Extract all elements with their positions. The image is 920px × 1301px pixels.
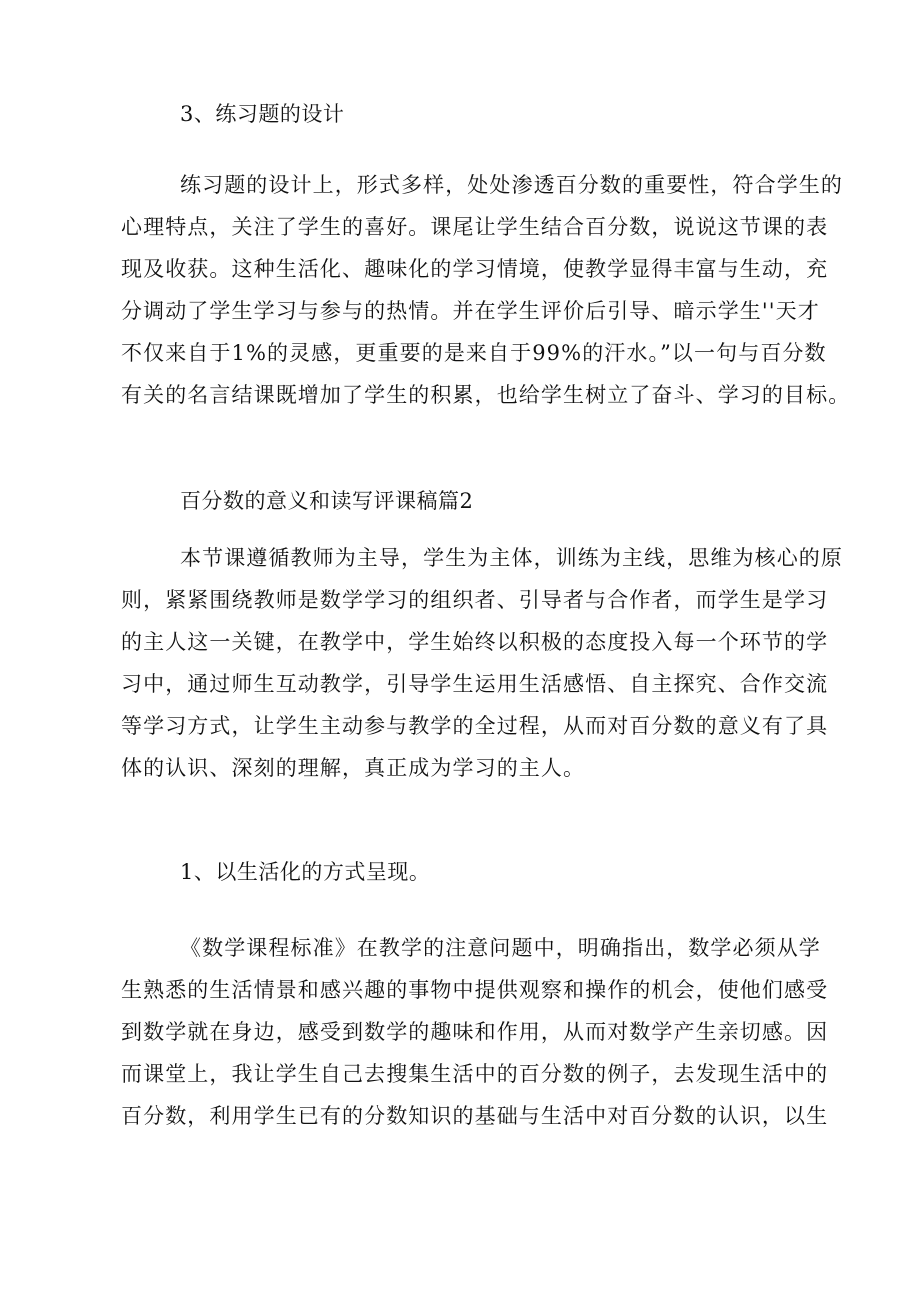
paragraph-line: 习中，通过师生互动教学，引导学生运用生活感悟、自主探究、合作交流 bbox=[121, 672, 829, 696]
paragraph-lesson-overview bbox=[121, 537, 843, 789]
paragraph-line: 生熟悉的生活情景和感兴趣的事物中提供观察和操作的机会，使他们感受 bbox=[121, 978, 829, 1002]
paragraph-line: 有关的名言结课既增加了学生的积累，也给学生树立了奋斗、学习的目标。 bbox=[121, 383, 851, 407]
paragraph-line: 分调动了学生学习与参与的热情。并在学生评价后引导、暗示学生''天才 bbox=[121, 299, 820, 323]
paragraph-line: 则，紧紧围绕教师是数学学习的组织者、引导者与合作者，而学生是学习 bbox=[121, 588, 829, 612]
paragraph-line: 百分数，利用学生已有的分数知识的基础与生活中对百分数的认识，以生 bbox=[121, 1104, 829, 1128]
paragraph-line: 到数学就在身边，感受到数学的趣味和作用，从而对数学产生亲切感。因 bbox=[121, 1020, 829, 1044]
paragraph-line: 等学习方式，让学生主动参与教学的全过程，从而对百分数的意义有了具 bbox=[121, 714, 829, 738]
paragraph-line: 练习题的设计上，形式多样，处处渗透百分数的重要性，符合学生的 bbox=[180, 173, 843, 197]
paragraph-line: 体的认识、深刻的理解，真正成为学习的主人。 bbox=[121, 756, 586, 780]
paragraph-line: 而课堂上，我让学生自己去搜集生活中的百分数的例子，去发现生活中的 bbox=[121, 1062, 829, 1086]
section-heading-practice-design: 3、练习题的设计 bbox=[180, 102, 345, 126]
paragraph-curriculum-standard bbox=[121, 927, 829, 1137]
paragraph-line: 的主人这一关键，在教学中，学生始终以积极的态度投入每一个环节的学 bbox=[121, 630, 829, 654]
article-title: 百分数的意义和读写评课稿篇2 bbox=[180, 489, 474, 513]
paragraph-practice-design bbox=[121, 164, 851, 416]
paragraph-line: 本节课遵循教师为主导，学生为主体，训练为主线，思维为核心的原 bbox=[180, 546, 843, 570]
section-heading-life-presentation: 1、以生活化的方式呈现。 bbox=[180, 860, 431, 884]
paragraph-line: 《数学课程标准》在教学的注意问题中，明确指出，数学必须从学 bbox=[180, 936, 821, 960]
paragraph-line: 不仅来自于1%的灵感，更重要的是来自于99%的汗水。”以一句与百分数 bbox=[121, 341, 827, 365]
paragraph-line: 心理特点，关注了学生的喜好。课尾让学生结合百分数，说说这节课的表 bbox=[121, 215, 829, 239]
paragraph-line: 现及收获。这种生活化、趣味化的学习情境，使教学显得丰富与生动，充 bbox=[121, 257, 829, 281]
